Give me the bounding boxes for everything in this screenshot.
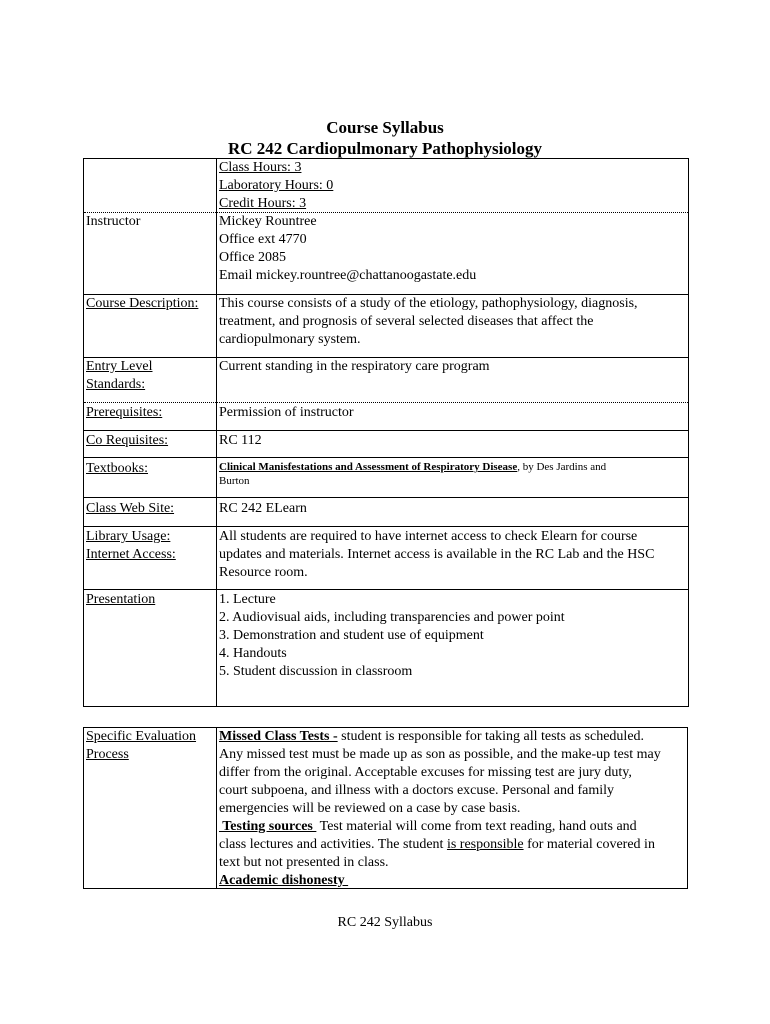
coreq-label: Co Requisites: [86,433,169,448]
description-label: Course Description: [86,296,199,311]
testing-sources-heading: Testing sources [219,819,317,834]
instructor-block [219,213,476,285]
evaluation-table [83,727,688,889]
credit-hours: Credit Hours: 3 [219,196,307,211]
coreq-value: RC 112 [219,433,262,448]
instructor-name: Mickey Rountree [219,214,317,229]
list-item: 5. Student discussion in classroom [219,664,413,679]
class-hours: Class Hours: 3 [219,160,302,175]
course-title: RC 242 Cardiopulmonary Pathophysiology [227,139,543,158]
prereq-label: Prerequisites: [86,405,163,420]
page-footer: RC 242 Syllabus [337,915,433,930]
library-label: Library Usage: Internet Access: [86,529,176,562]
page-title: Course Syllabus [326,118,444,137]
list-item: 1. Lecture [219,592,276,607]
instructor-email: Email mickey.rountree@chattanoogastate.edu [219,268,477,283]
description-text: This course consists of a study of the etiology, pathophysiology, diagnosis, treatment, and prognosis of several selected diseases that affect the cardiopulmonary system. [219,296,638,347]
website-value: RC 242 ELearn [219,501,307,516]
presentation-list [219,591,565,681]
lab-hours: Laboratory Hours: 0 [219,178,334,193]
website-label: Class Web Site: [86,501,175,516]
list-item: 4. Handouts [219,646,287,661]
office-ext: Office ext 4770 [219,232,307,247]
entry-value: Current standing in the respiratory care program [219,359,490,374]
prereq-value: Permission of instructor [219,405,354,420]
instructor-label: Instructor [86,214,141,229]
list-item: 3. Demonstration and student use of equipment [219,628,484,643]
missed-tests-heading: Missed Class Tests - [219,729,338,744]
office-room: Office 2085 [219,250,286,265]
entry-label: Entry Level Standards: [86,359,153,392]
hours-block [219,159,333,213]
syllabus-table [83,158,689,707]
library-text: All students are required to have internet access to check Elearn for course updates and materials. Internet access is available in the RC Lab and the HSC Resource room. [219,529,655,580]
textbooks-value: Clinical Manisfestations and Assessment of Respiratory Disease, by Des Jardins and Burton [219,461,607,487]
textbooks-label: Textbooks: [86,461,149,476]
academic-dishonesty-heading: Academic dishonesty [219,873,349,888]
evaluation-text: Missed Class Tests - student is responsible for taking all tests as scheduled. Any missed test must be made up as son as possible, and the make-up test may differ from the original. Acceptable excuses for missing test are jury duty, court subpoena, and illness with a doctors excuse. Personal and family emergencies will be reviewed on a case by case basis. Testing sources Test material will come from text reading, hand outs and class lectures and activities. The student is responsible for material covered in text but not presented in class. Academic dishonesty [219,729,661,888]
presentation-label: Presentation [86,592,156,607]
list-item: 2. Audiovisual aids, including transparencies and power point [219,610,565,625]
textbook-title: Clinical Manisfestations and Assessment of Respiratory Disease [219,461,518,473]
evaluation-label: Specific Evaluation Process [86,729,197,762]
